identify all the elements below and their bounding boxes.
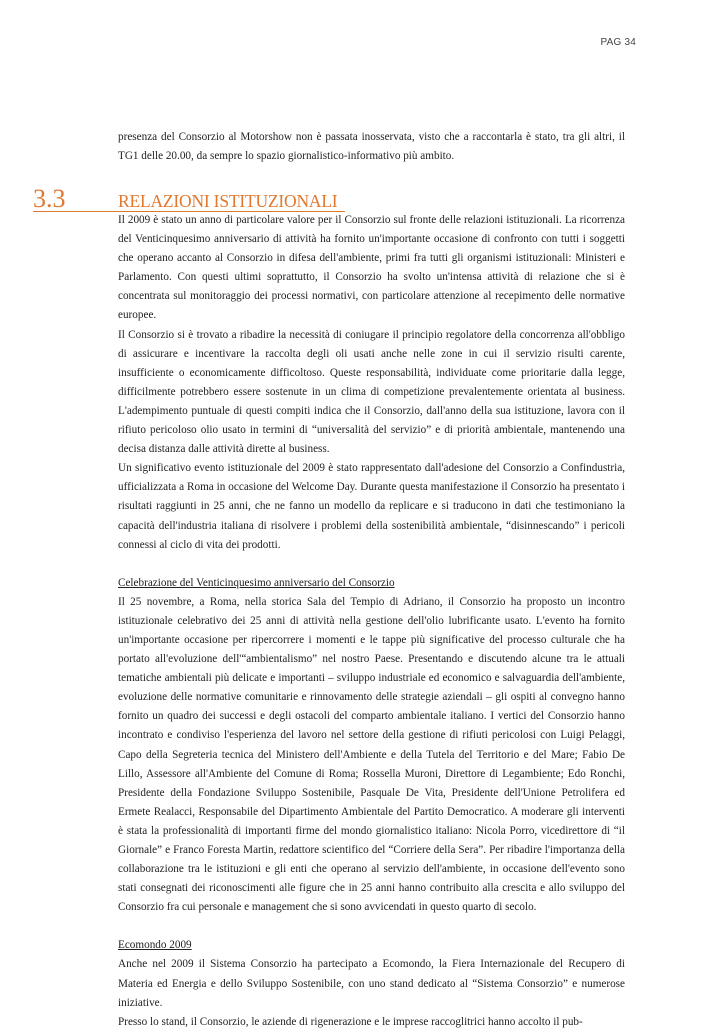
section-number: 3.3 <box>33 184 66 213</box>
intro-paragraph-block <box>118 128 625 166</box>
ecomondo-paragraph-2: Presso lo stand, il Consorzio, le aziende di rigenerazione e le imprese raccoglitrici hanno accolto il pub- <box>118 1015 583 1028</box>
section-paragraph-2: Il Consorzio si è trovato a ribadire la necessità di coniugare il principio regolatore della concorrenza all'obbligo di assicurare e incentivare la raccolta degli oli usati anche nelle zone in cui il servizio risulti carente, insufficiente o economicamente difficoltoso. Queste responsabilità, individuate come prioritarie dalla legge, difficilmente potrebbero essere sostenute in un clima di competizione prevalentemente orientata al business. L'adempimento puntuale di questi compiti indica che il Consorzio, dall'anno della sua istituzione, lavora con il rifiuto pericoloso olio usato in termini di “universalità del servizio” e di priorità ambientale, mantenendo una decisa distanza dalle attività dirette al business. <box>118 328 625 456</box>
anniversary-heading: Celebrazione del Venticinquesimo anniversario del Consorzio <box>118 576 395 589</box>
section-paragraph-3: Un significativo evento istituzionale del 2009 è stato rappresentato dall'adesione del Consorzio a Confindustria, ufficializzata a Roma in occasione del Welcome Day. Durante questa manifestazione il Consorzio ha presentato i risultati raggiunti in 25 anni, che ne fanno un modello da replicare e si traducono in dati che testimoniano la capacità dell'industria italiana di risolvere i problemi della sostenibilità ambientale, “disinnescando” i pericoli connessi al ciclo di vita dei prodotti. <box>118 462 625 551</box>
anniversary-paragraph: Il 25 novembre, a Roma, nella storica Sala del Tempio di Adriano, il Consorzio ha proposto un incontro istituzionale celebrativo dei 25 anni di attività nella gestione dell'olio lubrificante usato. L'evento ha fornito un'importante occasione per ripercorrere i momenti e le tappe più significative del processo culturale che ha portato all'evoluzione dell'“ambientalismo” nel nostro Paese. Presentando e discutendo alcune tra le attuali tematiche ambientali più delicate e importanti – sviluppo industriale ed economico e salvaguardia dell'ambiente, evoluzione delle normative comunitarie e rinnovamento delle strategie aziendali – gli ospiti al convegno hanno fornito un quadro dei successi e degli ostacoli del comparto ambientale italiano. I vertici del Consorzio hanno incontrato e condiviso l'esperienza del lavoro nel settore della gestione di rifiuti pericolosi con Luigi Pelaggi, Capo della Segreteria tecnica del Ministero dell'Ambiente e della Tutela del Territorio e del Mare; Fabio De Lillo, Assessore all'Ambiente del Comune di Roma; Rossella Muroni, Direttore di Legambiente; Edo Ronchi, Presidente della Fondazione Sviluppo Sostenibile, Pasquale De Vita, Presidente dell'Unione Petrolifera ed Ermete Realacci, Responsabile del Dipartimento Ambientale del Partito Democratico. A moderare gli interventi è stata la professionalità di importanti firme del mondo giornalistico italiano: Nicola Porro, vicedirettore di “il Giornale” e Franco Foresta Martin, redattore scientifico del “Corriere della Sera”. Per ribadire l'importanza della collaborazione tra le istituzioni e gli enti che operano al servizio dell'ambiente, in occasione dell'evento sono stati consegnati dei riconoscimenti alle figure che in 25 anni hanno contribuito alla crescita e allo sviluppo del Consorzio fra cui personale e management che si sono avvicendati in questo quarto di secolo. <box>118 595 625 914</box>
ecomondo-paragraph-1: Anche nel 2009 il Sistema Consorzio ha partecipato a Ecomondo, la Fiera Internazionale del Recupero di Materia ed Energia e dello Sviluppo Sostenibile, con uno stand dedicato al “Sistema Consorzio” e numerose iniziative. <box>118 958 625 1009</box>
paragraph-spacer <box>118 555 625 574</box>
intro-paragraph: presenza del Consorzio al Motorshow non è passata inosservata, visto che a raccontarla è stato, tra gli altri, il TG1 delle 20.00, da sempre lo spazio giornalistico-informativo più ambito. <box>118 131 625 163</box>
page-number: PAG 34 <box>600 37 636 48</box>
section-paragraph-1: Il 2009 è stato un anno di particolare valore per il Consorzio sul fronte delle relazioni istituzionali. La ricorrenza del Venticinquesimo anniversario di attività ha fornito un'importante occasione di confronto con tutti i soggetti che operano accanto al Consorzio in difesa dell'ambiente, primi fra tutti gli organismi istituzionali: Ministeri e Parlamento. Con questi ultimi soprattutto, il Consorzio ha svolto un'intensa attività di relazione che si è concentrata sul monitoraggio dei processi normativi, con particolare attenzione al recepimento delle normative europee. <box>118 214 625 322</box>
ecomondo-heading: Ecomondo 2009 <box>118 939 192 952</box>
section-body <box>118 211 625 1032</box>
paragraph-spacer <box>118 917 625 936</box>
section-title: RELAZIONI ISTITUZIONALI <box>118 191 338 211</box>
